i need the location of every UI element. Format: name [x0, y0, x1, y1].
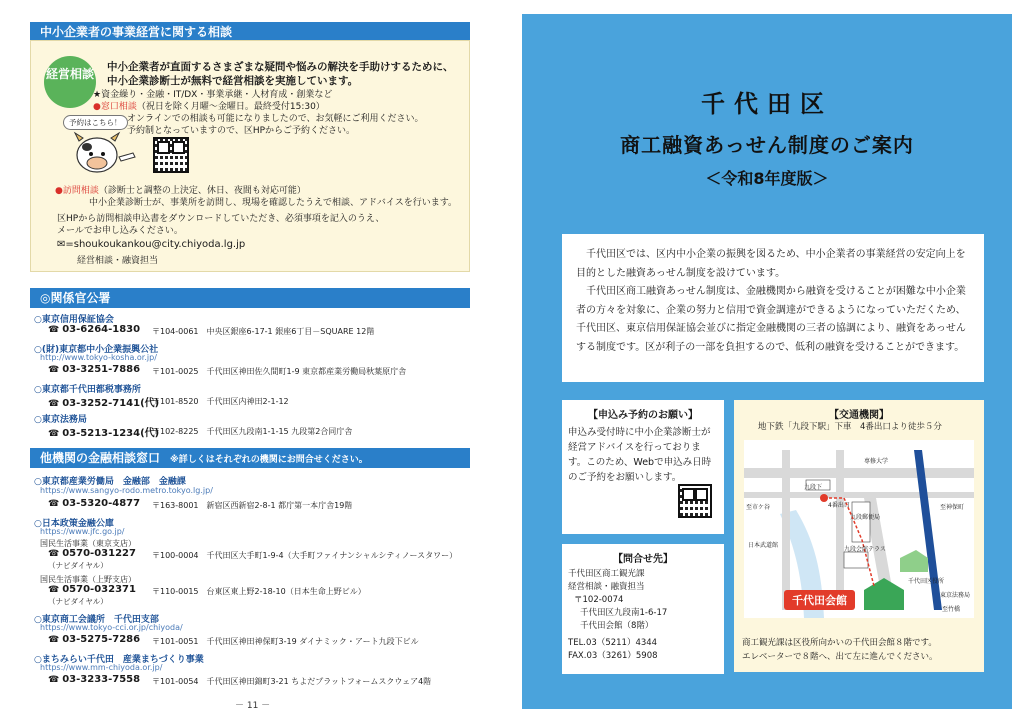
navi-dial-note: （ナビダイヤル）	[48, 561, 108, 570]
org-address: 〒101-0054 千代田区神田錦町3-21 ちよだプラットフォームスクウェア4階	[152, 677, 432, 686]
map-label-takebashi: 至竹橋	[942, 606, 961, 613]
org-tel: ☎ 03-3251-7886	[48, 364, 141, 375]
related-section-header: ◎関係官公署	[30, 288, 470, 308]
online-line-2: 予約制となっていますので、区HPからご予約ください。	[127, 126, 356, 136]
right-page	[512, 0, 1024, 724]
title-ward: 千代田区	[701, 90, 833, 118]
map-label-budokan: 日本武道館	[748, 542, 779, 549]
intro-line-1: 中小企業者が直面するさまざまな疑問や悩みの解決を手助けするために、	[107, 61, 454, 73]
request-qr-code[interactable]	[678, 484, 712, 518]
request-body: 申込み受付時に中小企業診断士が経営アドバイスを行っております。このため、Webで申込み日時のご予約をお願いします。	[568, 427, 712, 483]
org-name: ○(財)東京都中小企業振興公社	[34, 345, 159, 355]
keiei-badge: 経営相談	[44, 56, 96, 108]
intro-line-2: 中小企業診断士が無料で経営相談を実施しています。	[107, 75, 359, 87]
finance-section-header: 他機関の金融相談窓口 ※詳しくはそれぞれの機関にお問合せください。	[30, 448, 470, 468]
window-consult: ●窓口相談（祝日を除く月曜～金曜日。最終受付15:30）	[93, 102, 325, 112]
access-line: 地下鉄「九段下駅」下車 4番出口より徒歩５分	[758, 422, 942, 432]
request-header: 【申込み予約のお願い】	[588, 410, 698, 421]
org-tel: ☎ 0570-032371	[48, 584, 136, 595]
org-url[interactable]: http://www.tokyo-kosha.or.jp/	[40, 353, 157, 362]
apply-line-1: 区HPから訪問相談申込書をダウンロードしていただき、必須事項を記入のうえ、	[57, 214, 385, 224]
access-header: 【交通機関】	[829, 410, 889, 421]
contact-box	[562, 544, 724, 674]
description-box	[562, 234, 984, 382]
org-name: ○東京商工会議所 千代田支部	[34, 615, 159, 625]
org-tel: ☎ 03-5320-4877	[48, 498, 141, 509]
visit-consult: ●訪問相談（診断士と調整の上決定、休日、夜間も対応可能）	[55, 186, 306, 196]
map-label-kudan-kaikan: 九段会館テラス	[844, 546, 886, 553]
org-address: 〒101-8520 千代田区内神田2-1-12	[152, 397, 289, 406]
title-edition: ＜令和8年度版＞	[705, 169, 829, 188]
org-name: ○東京都千代田都税事務所	[34, 385, 141, 395]
access-footer-1: 商工観光課は区役所向かいの千代田会館８階です。	[742, 638, 937, 648]
consult-qr-code[interactable]	[153, 137, 189, 173]
navi-dial-note: （ナビダイヤル）	[48, 597, 108, 606]
chiyoda-hall-tag: 千代田会館	[784, 590, 855, 610]
contact-fax: FAX.03（3261）5908	[568, 651, 658, 661]
map-label-jinbocho: 至神保町	[940, 504, 965, 511]
org-url[interactable]: https://www.mm-chiyoda.or.jp/	[40, 663, 163, 672]
access-map	[744, 440, 974, 618]
org-address: 〒102-8225 千代田区九段南1-1-15 九段第2合同庁舎	[152, 427, 353, 436]
org-name: ○東京法務局	[34, 415, 87, 425]
branch-name: 国民生活事業（東京支店）	[40, 539, 136, 548]
org-tel: ☎ 03-5275-7286	[48, 634, 141, 645]
org-address: 〒110-0015 台東区東上野2-18-10（日本生命上野ビル）	[152, 587, 366, 596]
contact-line: 千代田区九段南1-6-17	[580, 608, 668, 618]
org-name: ○東京信用保証協会	[34, 315, 114, 325]
description-paragraph-1: 千代田区では、区内中小企業の振興を図るため、中小企業者の事業経営の安定向上を目的とした融資あっせん制度を設けています。	[576, 249, 966, 279]
map-label-kudanshita: 九段下	[804, 484, 823, 491]
request-box	[562, 400, 724, 534]
org-address: 〒101-0051 千代田区神田神保町3-19 ダイナミック・アート九段下ビル	[152, 637, 419, 646]
org-name: ○まちみらい千代田 産業まちづくり事業	[34, 655, 204, 665]
consult-box	[30, 40, 470, 272]
map-label-ward-office: 千代田区役所	[908, 578, 945, 585]
apply-line-2: メールでお申し込みください。	[57, 226, 183, 236]
org-address: 〒100-0004 千代田区大手町1-9-4（大手町ファイナンシャルシティノースタワー）	[152, 551, 458, 560]
org-tel: ☎ 03-5213-1234(代)	[48, 428, 160, 439]
cover-panel	[522, 14, 1012, 709]
description-paragraph-2: 千代田区商工融資あっせん制度は、金融機関から融資を受けることが困難な中小企業者の方々を対象に、企業の努力と信用で資金調達ができるようになっていただくため、千代田区、東京信用保証協会並びに指定金融機関の三者の協調により、融資をあっせんする制度です。区が利子の一部を負担するので、低利の融資を受けることができます。	[576, 286, 966, 353]
contact-line: 千代田会館（8階）	[580, 621, 654, 631]
org-address: 〒104-0061 中央区銀座6-17-1 銀座6丁目－SQUARE 12階	[152, 327, 375, 336]
email-address[interactable]: ✉=shoukoukankou@city.chiyoda.lg.jp	[57, 239, 246, 250]
title-main: 商工融資あっせん制度のご案内	[620, 133, 914, 157]
map-label-senshu: 専修大学	[864, 458, 889, 465]
map-label-ichigaya: 至市ケ谷	[746, 504, 771, 511]
branch-name: 国民生活事業（上野支店）	[40, 575, 136, 584]
contact-tel: TEL.03（5211）4344	[568, 638, 658, 648]
contact-line: 〒102-0074	[574, 595, 624, 605]
access-box	[734, 400, 984, 672]
contact-header: 【問合せ先】	[613, 554, 673, 565]
title-block	[522, 84, 1012, 189]
map-label-post: 九段郵便局	[850, 514, 881, 521]
email-dept: 経営相談・融資担当	[77, 256, 159, 266]
org-tel: ☎ 0570-031227	[48, 548, 136, 559]
map-label-houmukyoku: 東京法務局	[940, 592, 971, 599]
map-label-exit4: 4番出口	[828, 502, 850, 509]
consult-section-header: 中小企業者の事業経営に関する相談	[30, 22, 470, 42]
topics-text: ★資金繰り・金融・IT/DX・事業承継・人材育成・創業など	[93, 90, 333, 100]
access-footer-2: エレベーターで８階へ、出て左に進んでください。	[742, 652, 938, 662]
org-url[interactable]: https://www.tokyo-cci.or.jp/chiyoda/	[40, 623, 183, 632]
org-tel: ☎ 03-6264-1830	[48, 324, 141, 335]
contact-line: 経営相談・融資担当	[568, 582, 645, 592]
org-url[interactable]: https://www.sangyo-rodo.metro.tokyo.lg.jp/	[40, 486, 213, 495]
org-address: 〒163-8001 新宿区西新宿2-8-1 都庁第一本庁舎19階	[152, 501, 353, 510]
org-name: ○日本政策金融公庫	[34, 519, 114, 529]
org-name: ○東京都産業労働局 金融部 金融課	[34, 477, 186, 487]
org-tel: ☎ 03-3252-7141(代)	[48, 398, 160, 409]
visit-line-2: 中小企業診断士が、事業所を訪問し、現場を確認したうえで相談、アドバイスを行います。	[89, 198, 458, 208]
org-tel: ☎ 03-3233-7558	[48, 674, 141, 685]
page-number: － 11 －	[235, 701, 271, 711]
org-address: 〒101-0025 千代田区神田佐久間町1-9 東京都産業労働局秋葉原庁舎	[152, 367, 407, 376]
org-url[interactable]: https://www.jfc.go.jp/	[40, 527, 125, 536]
cow-mascot-icon	[71, 129, 141, 177]
contact-line: 千代田区商工観光課	[568, 569, 645, 579]
reserve-bubble: 予約はこちら！	[63, 115, 128, 130]
online-line-1: オンラインでの相談も可能になりましたので、お気軽にご利用ください。	[127, 114, 424, 124]
